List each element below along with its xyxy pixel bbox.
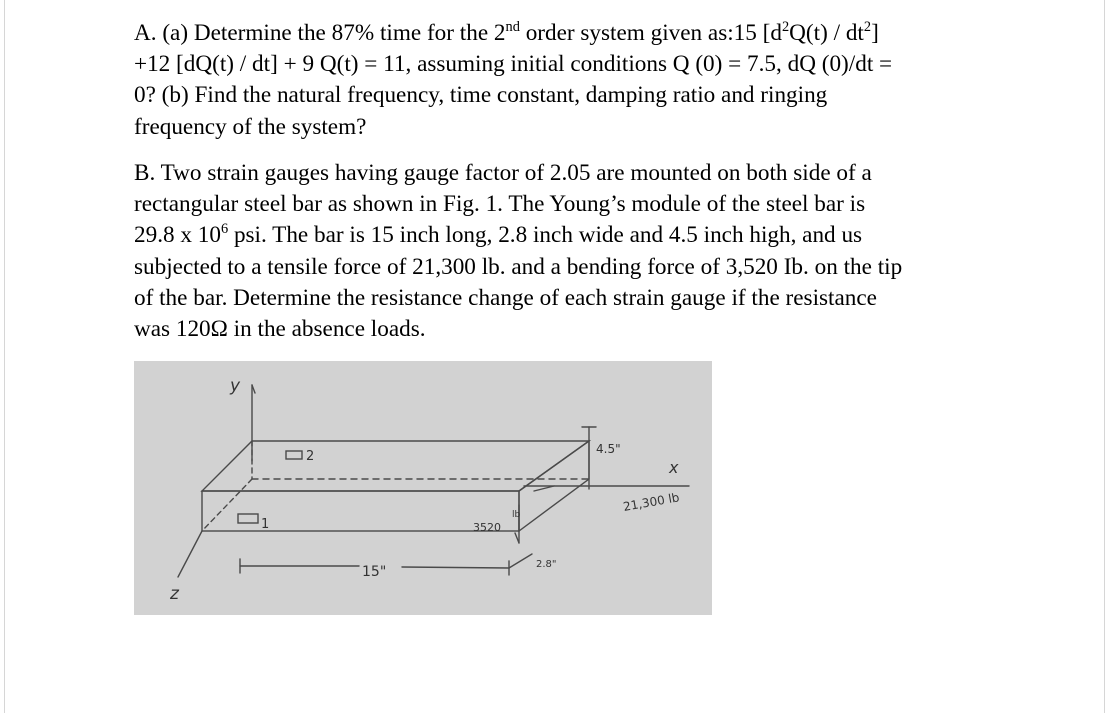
bar-sketch — [134, 361, 712, 615]
length-dim-line — [402, 567, 509, 568]
width-dim-line — [509, 554, 532, 568]
problem-b-line: of the bar. Determine the resistance change of each strain gauge if the resistance — [134, 284, 877, 311]
problem-b-line: rectangular steel bar as shown in Fig. 1. The Young’s module of the steel bar is — [134, 191, 866, 218]
bar-top-face — [202, 441, 589, 491]
problem-a-line: 0? (b) Find the natural frequency, time constant, damping ratio and ringing — [134, 82, 828, 109]
gauge-1-label: 1 — [261, 517, 270, 532]
problem-a-text — [134, 18, 984, 143]
gauge-2-label: 2 — [306, 449, 315, 464]
problem-b-line: was 120Ω in the absence loads. — [134, 316, 426, 343]
problem-b-line: 29.8 x $10^6$ psi. The bar is 15 inch long, 2.8 inch wide and 4.5 inch high, and us — [134, 221, 863, 249]
problem-b-line: subjected to a tensile force of 21,300 lb. and a bending force of 3,520 Ib. on the tip — [134, 253, 903, 280]
length-label: 15" — [362, 564, 387, 580]
figure-strain-gauge-bar — [134, 361, 712, 615]
y-axis-label: y — [230, 376, 241, 396]
z-axis-line — [178, 531, 202, 577]
z-axis-label: z — [170, 584, 179, 604]
tensile-arrow-head — [534, 486, 554, 491]
gauge-2-mark — [286, 451, 302, 459]
problem-b-line: B. Two strain gauges having gauge factor of 2.05 are mounted on both side of a — [134, 160, 872, 186]
bending-force-unit: lb — [512, 510, 521, 520]
bending-force-label: 3520 — [473, 521, 501, 534]
problem-a-line: frequency of the system? — [134, 113, 367, 140]
height-label: 4.5" — [596, 442, 621, 456]
bar-front-face — [202, 491, 519, 531]
problem-a-line: A. (a) Determine the 87% time for the 2nd order system given as:15 $[d^2Q(t) / dt^2]$ — [134, 19, 879, 46]
width-label: 2.8" — [536, 559, 557, 570]
tensile-force-label: 21,300 lb — [622, 490, 681, 514]
problem-a-line: +12 [dQ(t) / dt] + 9 Q(t) = 11, assuming initial conditions Q (0) = 7.5, dQ (0)/dt = — [134, 51, 893, 78]
problem-b-text — [134, 158, 984, 345]
x-axis-label: x — [669, 458, 679, 477]
gauge-1-mark — [238, 514, 258, 523]
